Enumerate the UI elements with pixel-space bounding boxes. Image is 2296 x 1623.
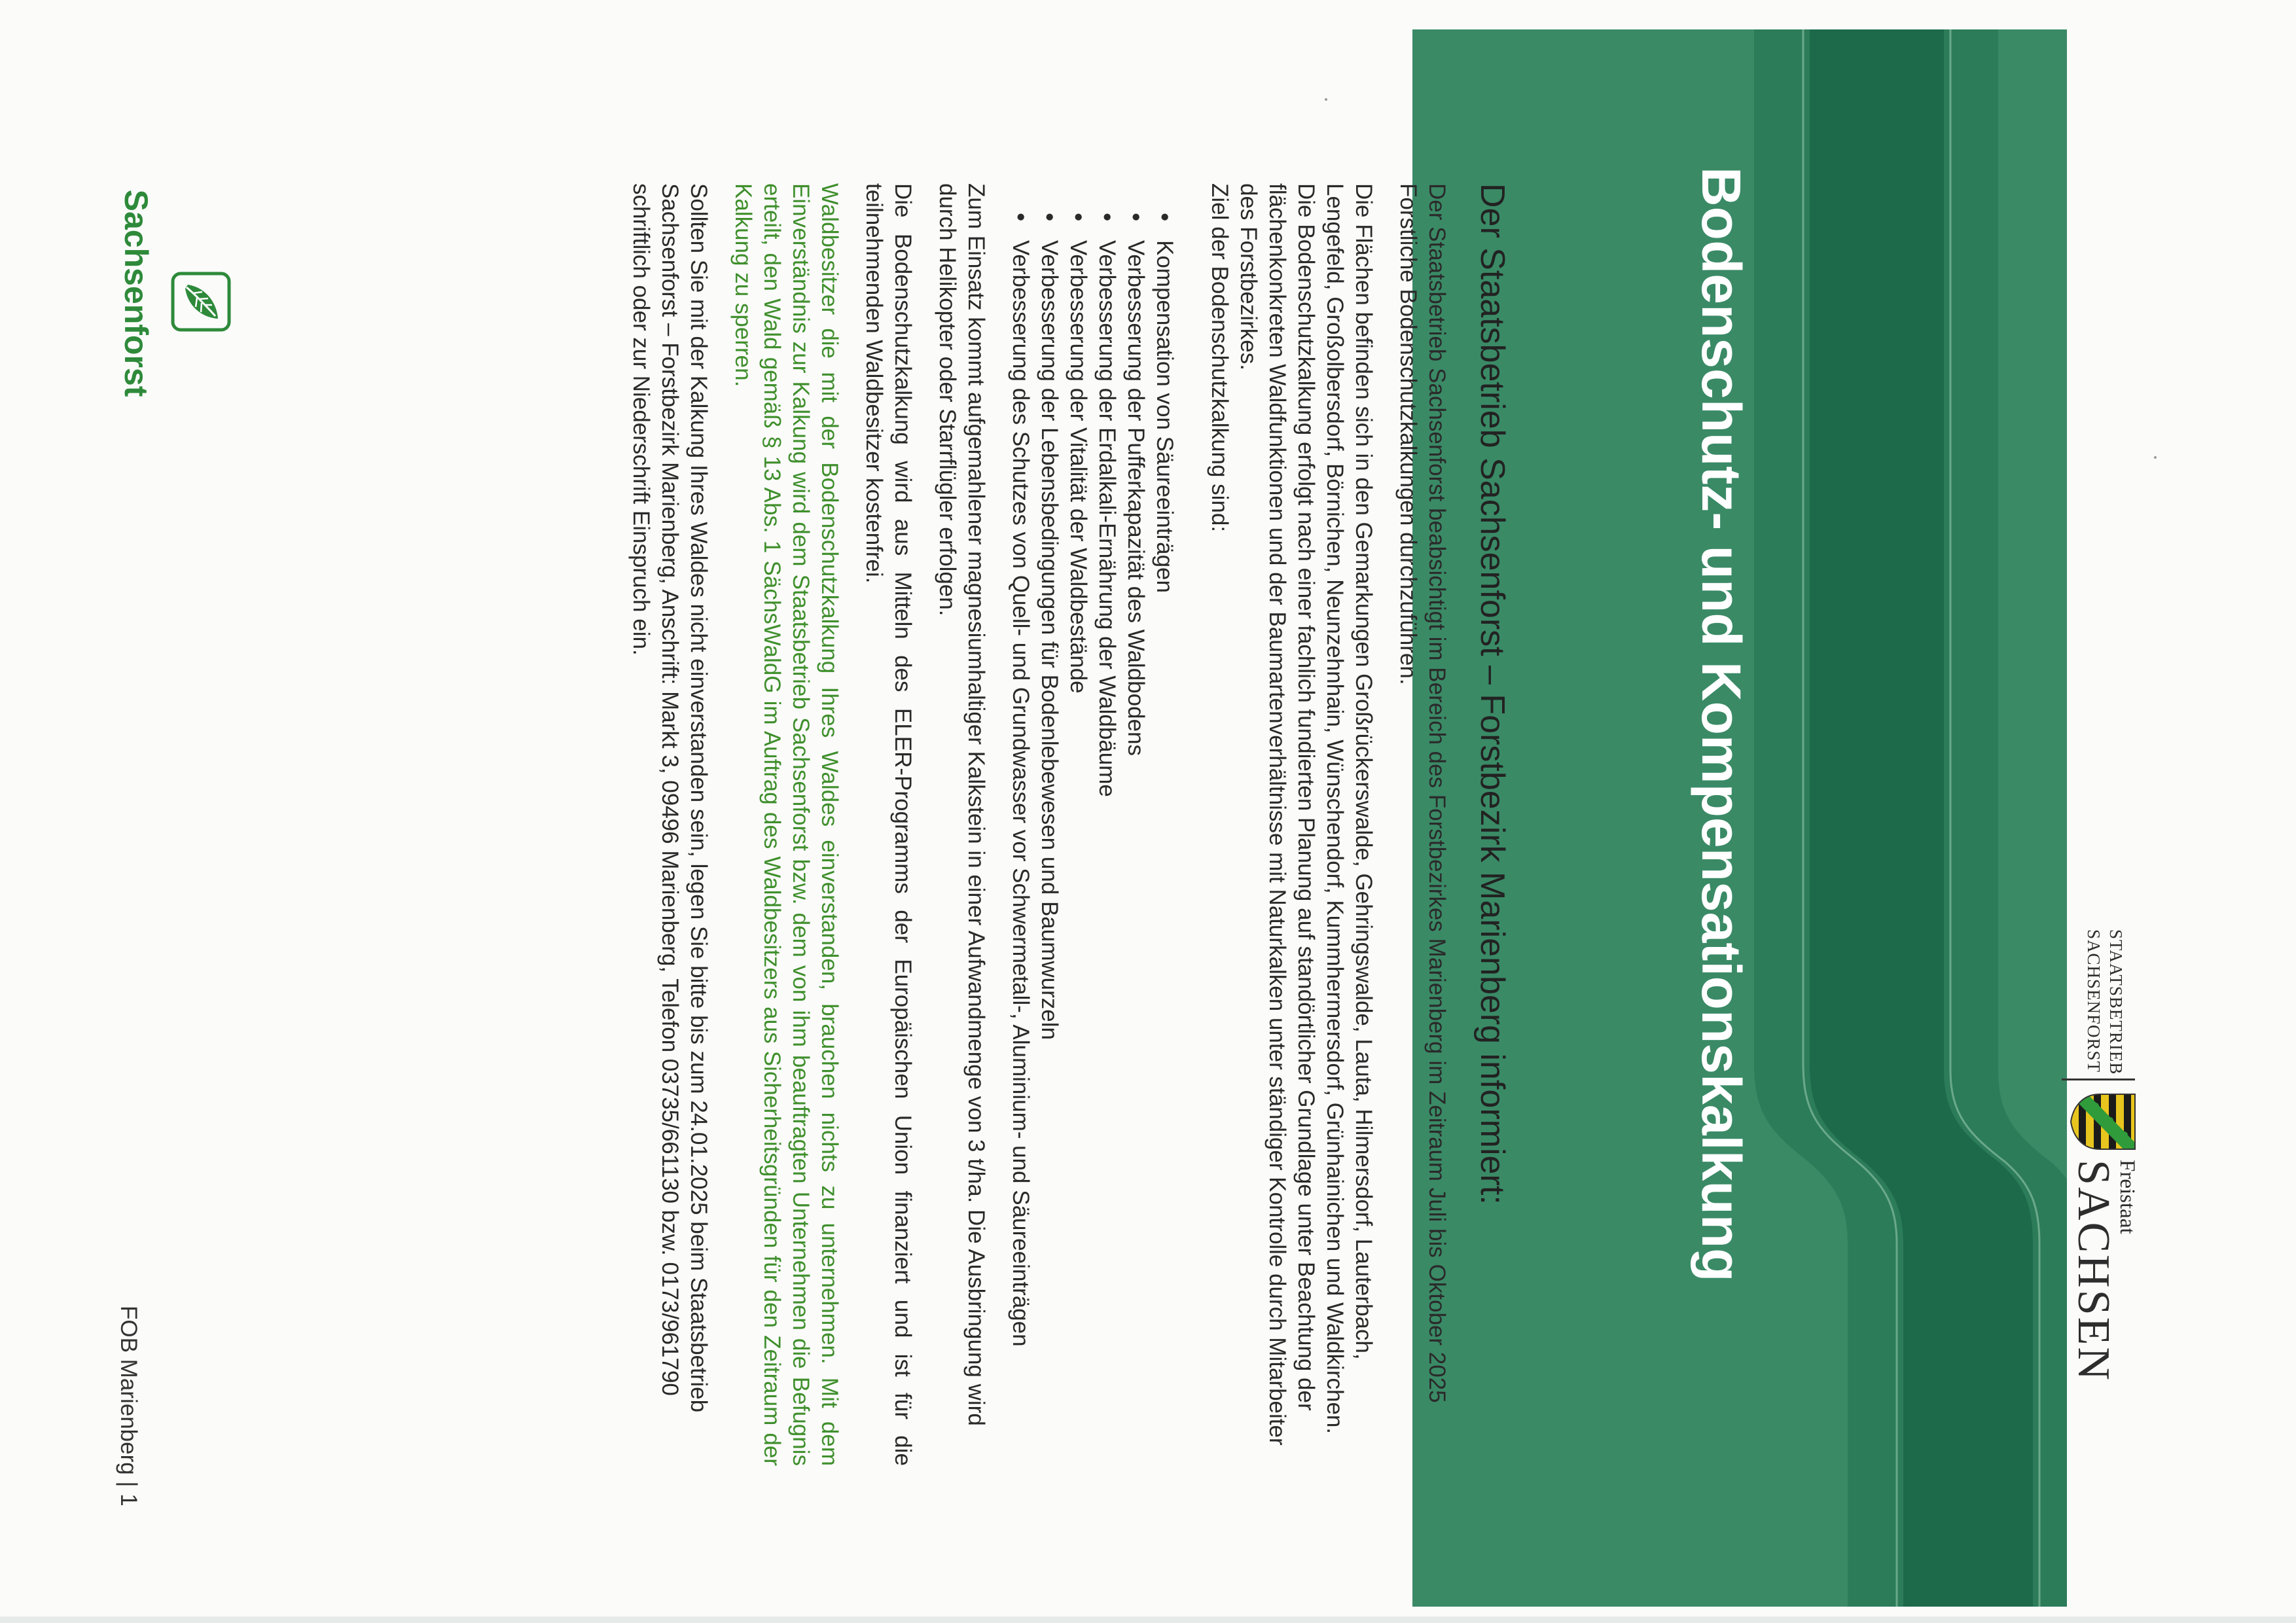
funding-paragraph: Die Bodenschutzkalkung wird aus Mitteln des ELER-Programms der Europäischen Union finanziert und ist für die teilnehmenden Waldbesitzer kostenfrei. — [861, 183, 916, 1466]
page-footer-label: FOB Marienberg | 1 — [116, 1306, 141, 1507]
material-paragraph: Zum Einsatz kommt aufgemahlener magnesiumhaltiger Kalkstein in einer Aufwandmenge von 3 t/ha. Die Ausbringung wird durch Helikopter oder Starrflügler erfolgen. — [935, 183, 989, 1426]
announcement-subtitle: Der Staatsbetrieb Sachsenforst – Forstbezirk Marienberg informiert: — [1473, 183, 1511, 1205]
goals-list — [1006, 183, 1179, 1466]
goal-item: • Verbesserung der Lebensbedingungen für Bodenlebewesen und Baumwurzeln — [1035, 213, 1064, 1466]
goal-item: • Verbesserung der Vitalität der Waldbestände — [1064, 213, 1092, 1466]
goal-item: • Verbesserung des Schutzes von Quell- und Grundwasser vor Schwermetall-, Aluminium- und Säureeinträgen — [1006, 213, 1035, 1466]
state-label-large: SACHSEN — [2068, 1160, 2119, 1382]
sachsenforst-logo-text: Sachsenforst — [118, 189, 154, 397]
goal-item: • Verbesserung der Pufferkapazität des Waldbodens — [1121, 213, 1150, 1466]
areas-paragraph: Die Flächen befinden sich in den Gemarkungen Großrückerswalde, Gehringswalde, Lauta, Hilmersdorf, Lauterbach, Lengefeld, Großolbersdorf, Börnichen, Neunzehnhain, Wünschendorf, Kummhermersdorf, Grünhainichen und Waldkirchen. — [1322, 183, 1376, 1435]
staatsbetrieb-sachsenforst-wordmark — [2083, 929, 2127, 1075]
intro-paragraph: Der Staatsbetrieb Sachsenforst beabsichtigt im Bereich des Forstbezirkes Marienberg im Zeitraum Juli bis Oktober 2025 Forstliche Bodenschutzkalkungen durchzuführen. — [1395, 183, 1450, 1403]
goal-item: • Kompensation von Säureeinträgen — [1150, 213, 1179, 1466]
freistaat-sachsen-logo — [2034, 929, 2139, 1382]
org-line-2: SACHSENFORST — [2084, 929, 2104, 1073]
state-label-small: Freistaat — [2115, 1160, 2139, 1234]
saxony-coat-of-arms-icon — [2070, 1092, 2138, 1152]
announcement-body — [611, 183, 1514, 1466]
page-title: Bodenschutz- und Kompensationskalkung — [1691, 167, 1752, 1282]
goal-item: • Verbesserung der Erdalkali-Ernährung der Waldbäume — [1092, 213, 1121, 1466]
consent-paragraph: Waldbesitzer die mit der Bodenschutzkalkung Ihres Waldes einverstanden, brauchen nichts zu unternehmen. Mit dem Einverständnis zur Kalkung wird dem Staatsbetrieb Sachsenforst bzw. dem von ihm beauftragten Unternehmen die Befugnis erteilt, den Wald gemäß § 13 Abs. 1 SächsWaldG im Auftrag des Waldbesitzers aus Sicherheitsgründen für den Zeitraum der Kalkung zu sperren. — [730, 183, 842, 1466]
logo-divider — [2062, 1079, 2135, 1080]
objection-paragraph: Sollten Sie mit der Kalkung Ihres Waldes nicht einverstanden sein, legen Sie bitte bis zum 24.01.2025 beim Staatsbetrieb Sachsenforst – Forstbezirk Marienberg, Anschrift: Markt 3, 09496 Marienberg, Telefon 03735/661130 bzw. 0173/961790 schriftlich oder zur Niederschrift Einspruch ein. — [628, 183, 711, 1413]
org-line-1: STAATSBETRIEB — [2106, 929, 2126, 1075]
goals-intro: Ziel der Bodenschutzkalkung sind: — [1207, 183, 1232, 533]
method-paragraph: Die Bodenschutzkalkung erfolgt nach einer fachlich fundierten Planung auf standörtlicher Grundlage unter Beachtung der flächenkonkreten Waldfunktionen und der Baumartenverhältnisse mit Naturkalken unter ständiger Kontrolle durch Mitarbeiter des Forstbezirkes. — [1236, 183, 1319, 1446]
sachsenforst-leaf-icon — [171, 272, 231, 332]
